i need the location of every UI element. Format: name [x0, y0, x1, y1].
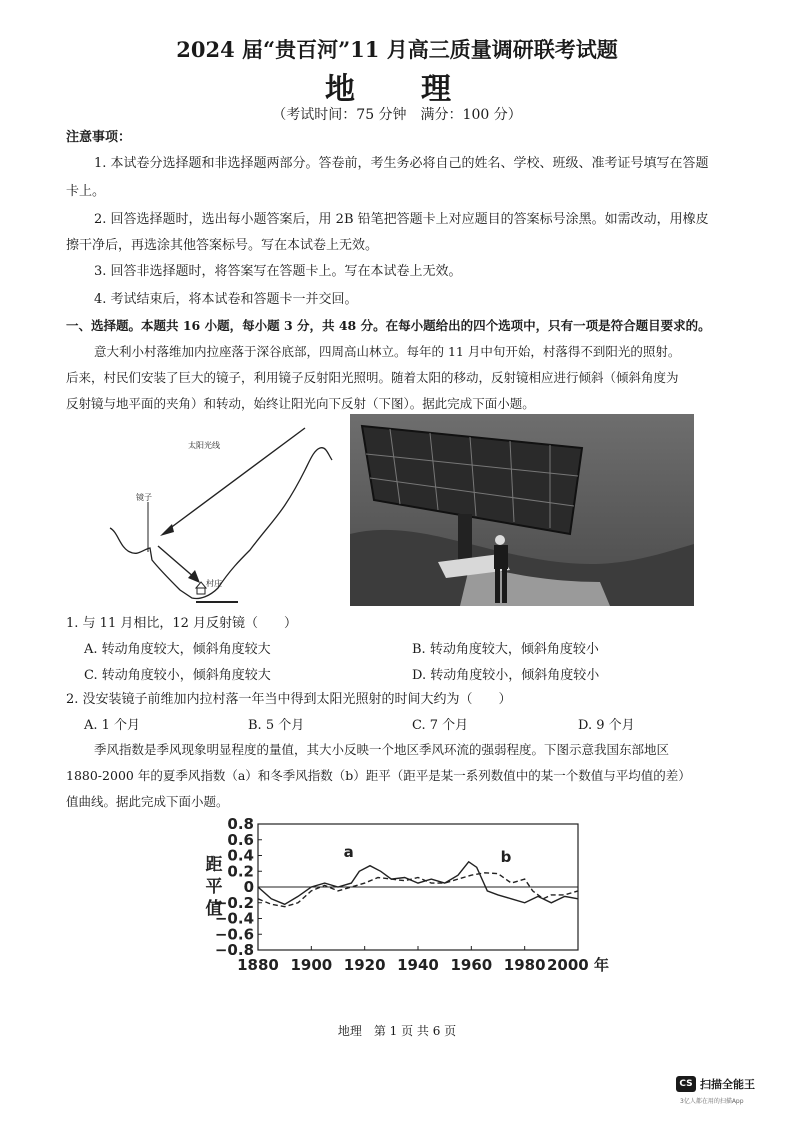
notice-line: 擦干净后，再选涂其他答案标号。写在本试卷上无效。: [66, 238, 379, 253]
sunlight-ray: [165, 428, 305, 532]
passage-line: 后来，村民们安装了巨大的镜子，利用镜子反射阳光照明。随着太阳的移动，反射镜相应进行倾斜（倾斜角度为: [66, 370, 679, 385]
scanner-watermark: 扫描全能王: [700, 1078, 755, 1091]
y-tick-label: 0.6: [227, 830, 254, 849]
notice-line: 4. 考试结束后，将本试卷和答题卡一并交回。: [94, 292, 358, 307]
y-tick-label: −0.6: [214, 925, 254, 944]
page-footer: 地理 第 1 页 共 6 页: [337, 1024, 457, 1038]
notice-line: 3. 回答非选择题时，将答案写在答题卡上。写在本试卷上无效。: [94, 264, 462, 279]
notice-heading: 注意事项：: [66, 130, 132, 145]
question-2-option-c: C. 7 个月: [412, 718, 469, 733]
monsoon-index-chart: [190, 812, 620, 982]
question-2-option-a: A. 1 个月: [84, 718, 141, 733]
question-1-option-d: D. 转动角度较小，倾斜角度较小: [412, 668, 600, 683]
question-1-stem: 1. 与 11 月相比，12 月反射镜（ ）: [66, 616, 298, 631]
mirror-photo: [350, 414, 694, 606]
sunlight-label: 太阳光线: [188, 441, 220, 450]
village-house-body: [197, 588, 205, 594]
question-2-option-d: D. 9 个月: [578, 718, 635, 733]
question-2-option-b: B. 5 个月: [248, 718, 305, 733]
photo-person-head: [495, 535, 505, 545]
x-tick-label: 1940: [397, 956, 439, 974]
x-tick-label: 1960: [450, 956, 493, 974]
x-tick-label: 1920: [343, 956, 386, 974]
village-label: 村庄: [206, 579, 222, 588]
y-tick-label: 0.8: [227, 815, 254, 833]
x-tick-label: 2000 年: [547, 956, 609, 974]
question-2-stem: 2. 没安装镜子前维加内拉村落一年当中得到太阳光照射的时间大约为（ ）: [66, 692, 512, 707]
notice-line: 2. 回答选择题时，选出每小题答案后，用 2B 铅笔把答题卡上对应题目的答案标号涂黑。如需改动，用橡皮: [94, 212, 709, 227]
question-1-option-c: C. 转动角度较小，倾斜角度较大: [84, 668, 271, 683]
series-b-label: b: [500, 847, 512, 866]
village-house-icon: [196, 582, 206, 588]
x-tick-label: 1980: [503, 956, 546, 974]
series-b-line: [258, 873, 578, 907]
y-axis-label: 值: [205, 899, 223, 919]
sunlight-arrowhead: [160, 524, 174, 536]
y-tick-label: −0.2: [214, 893, 254, 912]
x-tick-label: 1880: [237, 956, 279, 974]
section-heading: 一、选择题。本题共 16 小题，每小题 3 分，共 48 分。在每小题给出的四个选项中，只有一项是符合题目要求的。: [66, 318, 711, 333]
scanner-watermark-sub: 3亿人都在用的扫描App: [680, 1098, 744, 1105]
passage-line: 1880-2000 年的夏季风指数（a）和冬季风指数（b）距平（距平是某一系列数值中的某一个数值与平均值的差）: [66, 768, 691, 783]
y-axis-label: 距: [205, 855, 223, 875]
notice-line: 1. 本试卷分选择题和非选择题两部分。答卷前，考生务必将自己的姓名、学校、班级、准考证号填写在答题: [94, 156, 709, 171]
photo-person-leg: [502, 569, 507, 603]
passage-line: 意大利小村落维加内拉座落于深谷底部，四周高山林立。每年的 11 月中旬开始，村落得不到阳光的照射。: [94, 344, 681, 359]
photo-mirror-pole: [458, 514, 472, 562]
y-tick-label: −0.8: [214, 941, 254, 959]
mirror-diagram: [100, 420, 340, 610]
series-a-label: a: [343, 843, 354, 862]
x-tick-label: 1900: [290, 956, 333, 974]
passage-line: 季风指数是季风现象明显程度的量值，其大小反映一个地区季风环流的强弱程度。下图示意我国东部地区: [94, 742, 670, 757]
mirror-label: 镜子: [136, 493, 152, 502]
passage-line: 值曲线。据此完成下面小题。: [66, 794, 229, 809]
subject-title: 地 理: [325, 72, 469, 107]
question-1-option-a: A. 转动角度较大，倾斜角度较大: [84, 642, 271, 657]
exam-title: 2024 届“贵百河”11 月高三质量调研联考试题: [176, 37, 618, 62]
series-a-line: [258, 862, 578, 905]
scanner-logo-icon: CS: [676, 1076, 696, 1092]
notice-line: 卡上。: [66, 184, 106, 199]
photo-person-leg: [495, 569, 500, 603]
question-1-option-b: B. 转动角度较大，倾斜角度较小: [412, 642, 599, 657]
passage-line: 反射镜与地平面的夹角）和转动，始终让阳光向下反射（下图）。据此完成下面小题。: [66, 396, 535, 411]
mountain-outline: [110, 448, 332, 599]
y-tick-label: 0: [243, 878, 254, 896]
y-tick-label: 0.2: [227, 862, 254, 881]
exam-info: （考试时间：75 分钟 满分：100 分）: [272, 107, 522, 123]
photo-person-body: [494, 545, 508, 569]
y-axis-label: 平: [205, 877, 223, 897]
y-tick-label: −0.4: [214, 909, 254, 928]
reflected-arrowhead: [188, 570, 200, 583]
y-tick-label: 0.4: [227, 846, 254, 865]
